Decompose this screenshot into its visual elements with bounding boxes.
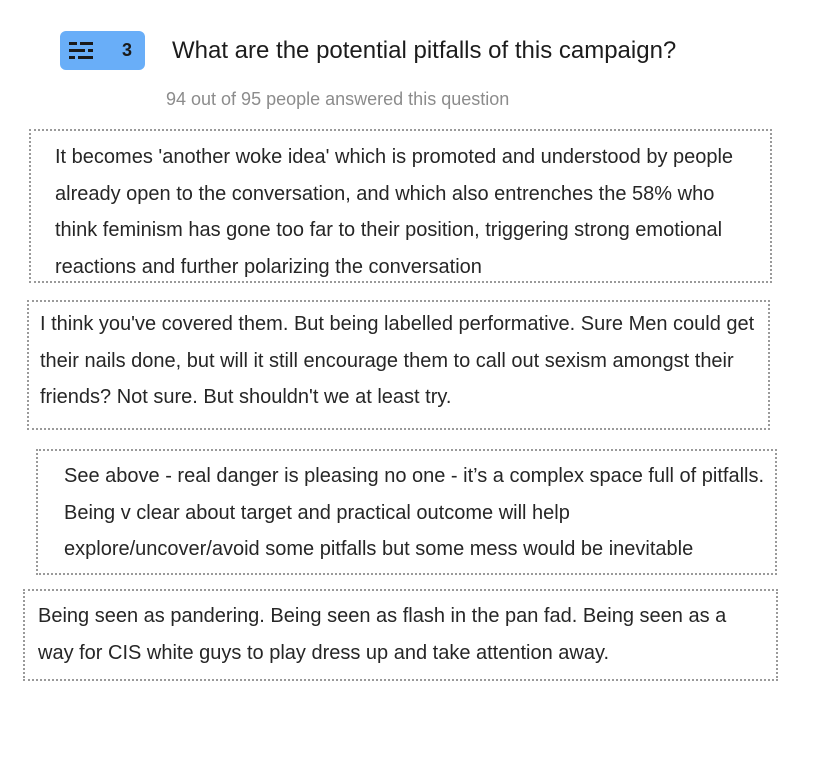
answer-card <box>27 300 770 430</box>
answer-text: It becomes 'another woke idea' which is promoted and understood by people already open to the conversation, and which also entrenches the 58% who think feminism has gone too far to their position, triggering strong emotional reactions and further polarizing the conversation <box>55 146 734 278</box>
question-title: What are the potential pitfalls of this campaign? <box>172 37 677 64</box>
answer-card <box>36 449 777 575</box>
answer-text: See above - real danger is pleasing no one - it’s a complex space full of pitfalls. Being v clear about target and practical outcome will help explore/uncover/avoid some pitfalls but some mess would be inevitable <box>64 465 765 560</box>
answer-text: Being seen as pandering. Being seen as flash in the pan fad. Being seen as a way for CIS white guys to play dress up and take attention away. <box>38 605 727 664</box>
text-list-icon <box>69 39 93 61</box>
answer-card <box>23 589 778 681</box>
response-count: 94 out of 95 people answered this question <box>166 89 510 109</box>
question-number-badge <box>60 31 145 70</box>
question-number: 3 <box>121 40 132 60</box>
answer-card <box>29 129 772 283</box>
answer-text: I think you've covered them. But being labelled performative. Sure Men could get their nails done, but will it still encourage them to call out sexism amongst their friends? Not sure. But shouldn't we at least try. <box>40 313 755 408</box>
